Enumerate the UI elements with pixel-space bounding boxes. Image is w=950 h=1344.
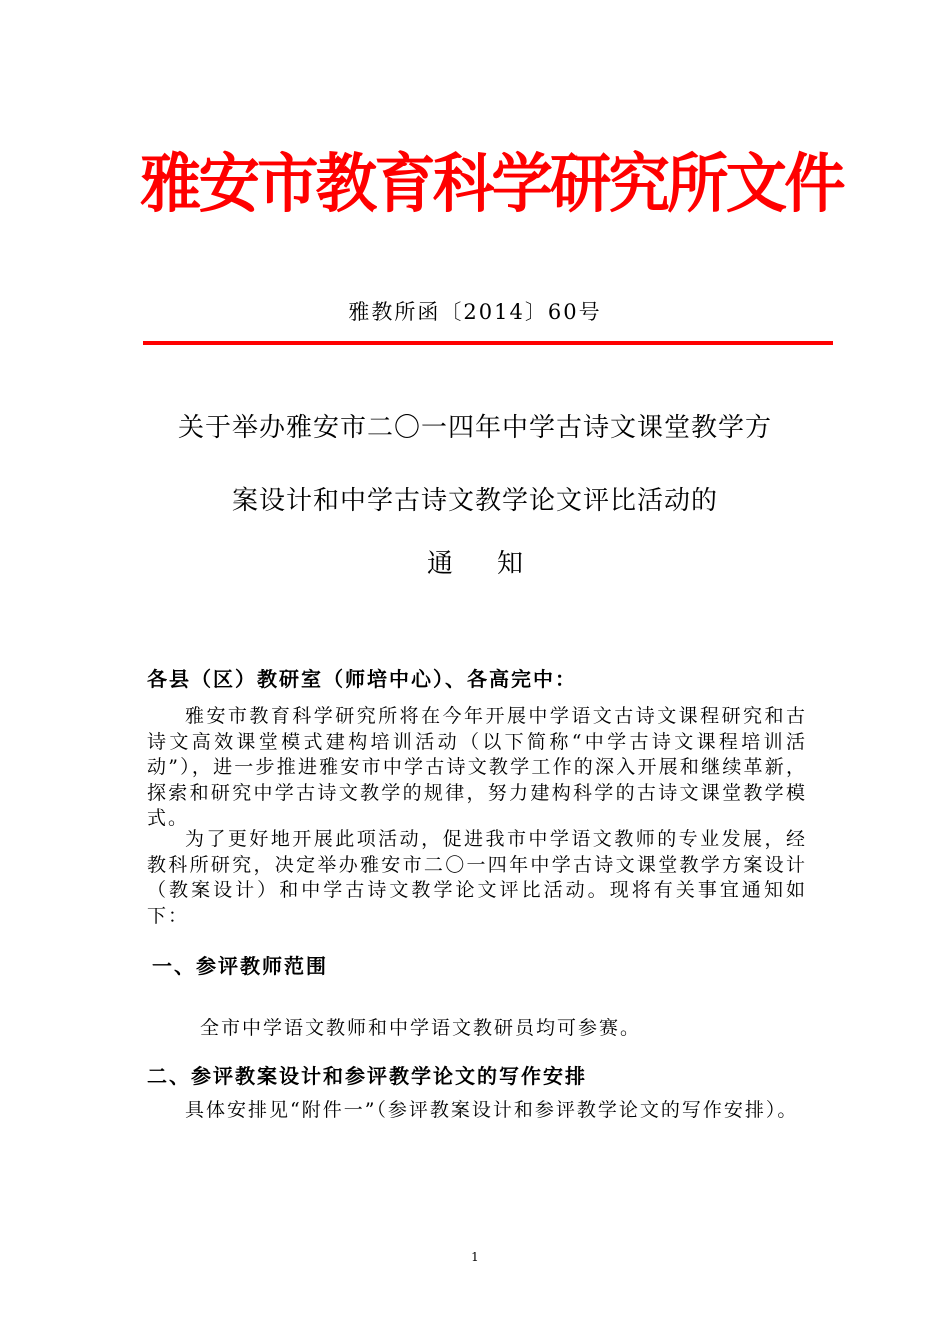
section-1-text: 全市中学语文教师和中学语文教研员均可参赛。 xyxy=(200,1017,642,1039)
notice-title-line-2: 案设计和中学古诗文教学论文评比活动的 xyxy=(231,486,718,516)
section-2-heading: 二、参评教案设计和参评教学论文的写作安排 xyxy=(147,1064,587,1088)
paragraph-purpose: 为了更好地开展此项活动，促进我市中学语文教师的专业发展，经教科所研究，决定举办雅安市二〇一四年中学古诗文课堂教学方案设计（教案设计）和中学古诗文教学论文评比活动。现将有关事宜通知如下： xyxy=(147,828,807,927)
section-1-heading: 一、参评教师范围 xyxy=(152,954,328,978)
document-number: 雅教所函〔2014〕60号 xyxy=(348,300,602,324)
notice-title-line-1: 关于举办雅安市二〇一四年中学古诗文课堂教学方 xyxy=(177,413,772,443)
paragraph-intro: 雅安市教育科学研究所将在今年开展中学语文古诗文课程研究和古诗文高效课堂模式建构培训活动（以下简称“中学古诗文课程培训活动”），进一步推进雅安市中学古诗文教学工作的深入开展和继续革新，探索和研究中学古诗文教学的规律，努力建构科学的古诗文课堂教学模式。 xyxy=(147,705,807,829)
salutation: 各县（区）教研室（师培中心）、各高完中： xyxy=(147,667,577,691)
section-2-text: 具体安排见“附件一”（参评教案设计和参评教学论文的写作安排）。 xyxy=(185,1099,799,1121)
document-header-title: 雅安市教育科学研究所文件 xyxy=(140,148,843,222)
red-divider-line xyxy=(143,341,833,345)
page-number: 1 xyxy=(471,1250,479,1264)
notice-title-line-3: 通知 xyxy=(426,549,567,579)
